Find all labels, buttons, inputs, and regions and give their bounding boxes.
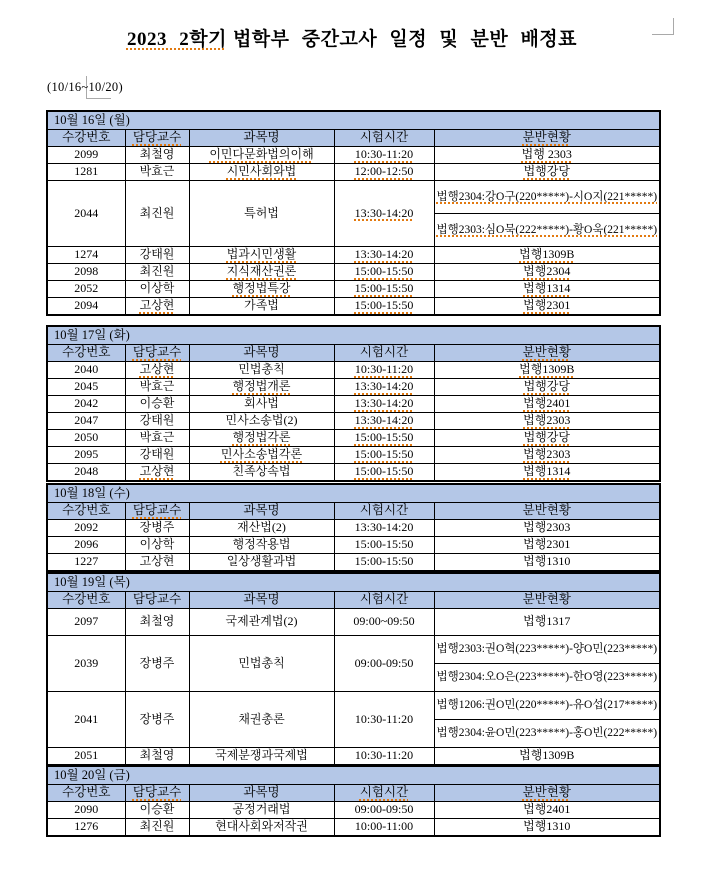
cell-time: 15:00-15:50 <box>334 554 434 572</box>
cell-time: 15:00-15:50 <box>334 281 434 298</box>
cell-time: 13:30-14:20 <box>334 181 434 247</box>
table-row <box>47 464 660 482</box>
cell-subject: 친족상속법 <box>189 464 334 482</box>
table-row <box>47 819 660 837</box>
cell-room: 법행2303 <box>434 520 660 537</box>
cell-room: 법행강당 <box>434 164 660 181</box>
cell-code: 1276 <box>47 819 125 837</box>
column-header-time: 시험시간 <box>334 130 434 147</box>
cell-room: 법행1310 <box>434 819 660 837</box>
cell-subject: 민법총칙 <box>189 636 334 692</box>
cell-subject: 채권총론 <box>189 692 334 748</box>
cell-subject: 국제관계법(2) <box>189 609 334 636</box>
cell-code: 2096 <box>47 537 125 554</box>
cell-time: 09:00-09:50 <box>334 802 434 819</box>
table-row <box>47 379 660 396</box>
cell-room: 법행 2303 <box>434 147 660 164</box>
cell-prof: 강태원 <box>125 247 189 264</box>
cell-subject: 특허법 <box>189 181 334 247</box>
column-header-prof: 담당교수 <box>125 503 189 520</box>
column-header-time: 시험시간 <box>334 503 434 520</box>
cell-prof: 박효근 <box>125 430 189 447</box>
cell-prof: 최철영 <box>125 609 189 636</box>
cell-subject: 지식재산권론 <box>189 264 334 281</box>
cell-subject: 행정작용법 <box>189 537 334 554</box>
cell-code: 2099 <box>47 147 125 164</box>
cell-prof: 고상현 <box>125 554 189 572</box>
day-header: 10월 18일 (수) <box>47 484 660 503</box>
cell-prof: 강태원 <box>125 447 189 464</box>
column-header-prof: 담당교수 <box>125 592 189 609</box>
cell-code: 1274 <box>47 247 125 264</box>
cell-room: 법행2304:강O구(220*****)-시O지(221*****) <box>434 181 660 214</box>
column-header-code: 수강번호 <box>47 345 125 362</box>
table-row <box>47 520 660 537</box>
cell-prof: 박효근 <box>125 379 189 396</box>
day-header: 10월 19일 (목) <box>47 573 660 592</box>
cell-code: 2042 <box>47 396 125 413</box>
cell-subject: 공정거래법 <box>189 802 334 819</box>
cell-room: 법행2301 <box>434 298 660 316</box>
cell-time: 13:30-14:20 <box>334 396 434 413</box>
cell-prof: 최진원 <box>125 264 189 281</box>
cell-code: 2044 <box>47 181 125 247</box>
cell-code: 2050 <box>47 430 125 447</box>
table-row <box>47 609 660 636</box>
cell-subject: 행정법개론 <box>189 379 334 396</box>
column-header-room: 분반현황 <box>434 785 660 802</box>
cell-time: 15:00-15:50 <box>334 447 434 464</box>
cell-room: 법행2304 <box>434 264 660 281</box>
cell-code: 2039 <box>47 636 125 692</box>
column-header-subject: 과목명 <box>189 503 334 520</box>
day-header: 10월 17일 (화) <box>47 326 660 345</box>
cell-prof: 고상현 <box>125 362 189 379</box>
column-header-prof: 담당교수 <box>125 785 189 802</box>
cell-subject: 행정법특강 <box>189 281 334 298</box>
cell-prof: 장병주 <box>125 692 189 748</box>
cell-code: 2092 <box>47 520 125 537</box>
cell-code: 2090 <box>47 802 125 819</box>
cell-prof: 이상학 <box>125 281 189 298</box>
cell-prof: 이승환 <box>125 396 189 413</box>
schedule-table-3 <box>46 483 661 572</box>
cell-subject: 재산법(2) <box>189 520 334 537</box>
schedule-table-4 <box>46 572 661 766</box>
cell-time: 10:30-11:20 <box>334 692 434 748</box>
cell-code: 2048 <box>47 464 125 482</box>
column-header-subject: 과목명 <box>189 592 334 609</box>
day-header: 10월 20일 (금) <box>47 766 660 785</box>
cell-time: 10:30-11:20 <box>334 147 434 164</box>
column-header-subject: 과목명 <box>189 130 334 147</box>
cell-prof: 최진원 <box>125 819 189 837</box>
cell-time: 15:00-15:50 <box>334 537 434 554</box>
column-header-room: 분반현황 <box>434 503 660 520</box>
column-header-time: 시험시간 <box>334 592 434 609</box>
column-header-subject: 과목명 <box>189 785 334 802</box>
table-row <box>47 447 660 464</box>
cell-subject: 법과시민생활 <box>189 247 334 264</box>
cell-time: 15:00-15:50 <box>334 464 434 482</box>
table-row <box>47 264 660 281</box>
cell-subject: 가족법 <box>189 298 334 316</box>
cell-room: 법행2301 <box>434 537 660 554</box>
page-title-rest: 법학부 중간고사 일정 및 분반 배정표 <box>232 29 578 50</box>
cell-subject: 민법총칙 <box>189 362 334 379</box>
table-row <box>47 537 660 554</box>
table-row <box>47 181 660 214</box>
cell-room: 법행2401 <box>434 396 660 413</box>
cell-subject: 일상생활과법 <box>189 554 334 572</box>
cell-room: 법행2303 <box>434 413 660 430</box>
table-row <box>47 247 660 264</box>
table-row <box>47 430 660 447</box>
cell-subject: 민사소송법(2) <box>189 413 334 430</box>
column-header-subject: 과목명 <box>189 345 334 362</box>
cell-time: 15:00-15:50 <box>334 298 434 316</box>
cell-room: 법행1317 <box>434 609 660 636</box>
cell-subject: 시민사회와법 <box>189 164 334 181</box>
cell-time: 09:00-09:50 <box>334 636 434 692</box>
cell-time: 13:30-14:20 <box>334 247 434 264</box>
cell-prof: 최진원 <box>125 181 189 247</box>
table-row <box>47 298 660 316</box>
cell-subject: 이민다문화법의이해 <box>189 147 334 164</box>
cell-subject: 행정법각론 <box>189 430 334 447</box>
table-row <box>47 636 660 664</box>
table-row <box>47 164 660 181</box>
day-header: 10월 16일 (월) <box>47 111 660 130</box>
table-row <box>47 692 660 720</box>
cell-time: 15:00-15:50 <box>334 430 434 447</box>
cell-room: 법행2401 <box>434 802 660 819</box>
cell-prof: 최철영 <box>125 748 189 766</box>
cell-time: 09:00~09:50 <box>334 609 434 636</box>
cell-prof: 최철영 <box>125 147 189 164</box>
cell-time: 13:30-14:20 <box>334 520 434 537</box>
cell-time: 13:30-14:20 <box>334 413 434 430</box>
cell-code: 2045 <box>47 379 125 396</box>
table-row <box>47 413 660 430</box>
cell-time: 12:00-12:50 <box>334 164 434 181</box>
column-header-room: 분반현황 <box>434 592 660 609</box>
cell-room: 법행1309B <box>434 748 660 766</box>
schedule-table-1 <box>46 110 661 316</box>
cell-subject: 민사소송법각론 <box>189 447 334 464</box>
cell-code: 2095 <box>47 447 125 464</box>
cell-room: 법행2303:심O묵(222*****)-황O욱(221*****) <box>434 214 660 247</box>
cell-time: 10:00-11:00 <box>334 819 434 837</box>
cell-code: 2041 <box>47 692 125 748</box>
cell-code: 2051 <box>47 748 125 766</box>
cell-room: 법행1314 <box>434 281 660 298</box>
cell-prof: 이승환 <box>125 802 189 819</box>
column-header-prof: 담당교수 <box>125 130 189 147</box>
cell-room: 법행1309B <box>434 247 660 264</box>
schedule-table-2 <box>46 325 661 482</box>
page-title <box>0 24 704 51</box>
cell-room: 법행강당 <box>434 430 660 447</box>
page-title-highlight: 2023 2학기 <box>126 29 227 50</box>
cell-room: 법행2303:권O혁(223*****)-양O민(223*****) <box>434 636 660 664</box>
cell-room: 법행2303 <box>434 447 660 464</box>
table-row <box>47 281 660 298</box>
cell-subject: 국제분쟁과국제법 <box>189 748 334 766</box>
schedule-table-5 <box>46 765 661 837</box>
cell-prof: 강태원 <box>125 413 189 430</box>
cell-room: 법행1206:권O민(220*****)-유O섭(217*****) <box>434 692 660 720</box>
table-row <box>47 802 660 819</box>
column-header-time: 시험시간 <box>334 345 434 362</box>
cell-code: 2097 <box>47 609 125 636</box>
cell-prof: 장병주 <box>125 636 189 692</box>
cell-room: 법행1310 <box>434 554 660 572</box>
column-header-room: 분반현황 <box>434 130 660 147</box>
table-row <box>47 396 660 413</box>
cell-prof: 이상학 <box>125 537 189 554</box>
cell-code: 2098 <box>47 264 125 281</box>
cell-time: 10:30-11:20 <box>334 362 434 379</box>
column-header-code: 수강번호 <box>47 592 125 609</box>
date-range: (10/16~10/20) <box>47 80 123 94</box>
cell-room: 법행1309B <box>434 362 660 379</box>
cell-prof: 고상현 <box>125 464 189 482</box>
cell-room: 법행2304:오O은(223*****)-한O영(223*****) <box>434 664 660 692</box>
cell-time: 13:30-14:20 <box>334 379 434 396</box>
cell-code: 2052 <box>47 281 125 298</box>
column-header-time: 시험시간 <box>334 785 434 802</box>
cell-code: 2040 <box>47 362 125 379</box>
table-row <box>47 362 660 379</box>
cell-room: 법행2304:윤O민(223*****)-홍O빈(222*****) <box>434 720 660 748</box>
cell-room: 법행강당 <box>434 379 660 396</box>
cell-code: 2094 <box>47 298 125 316</box>
cell-prof: 고상현 <box>125 298 189 316</box>
cell-prof: 박효근 <box>125 164 189 181</box>
cell-time: 15:00-15:50 <box>334 264 434 281</box>
table-row <box>47 748 660 766</box>
cell-subject: 회사법 <box>189 396 334 413</box>
cell-time: 10:30-11:20 <box>334 748 434 766</box>
table-row <box>47 554 660 572</box>
cell-subject: 현대사회와저작권 <box>189 819 334 837</box>
column-header-code: 수강번호 <box>47 785 125 802</box>
column-header-prof: 담당교수 <box>125 345 189 362</box>
cell-prof: 장병주 <box>125 520 189 537</box>
column-header-code: 수강번호 <box>47 503 125 520</box>
cell-code: 1281 <box>47 164 125 181</box>
cell-code: 1227 <box>47 554 125 572</box>
column-header-room: 분반현황 <box>434 345 660 362</box>
cell-code: 2047 <box>47 413 125 430</box>
cell-room: 법행1314 <box>434 464 660 482</box>
column-header-code: 수강번호 <box>47 130 125 147</box>
table-row <box>47 147 660 164</box>
